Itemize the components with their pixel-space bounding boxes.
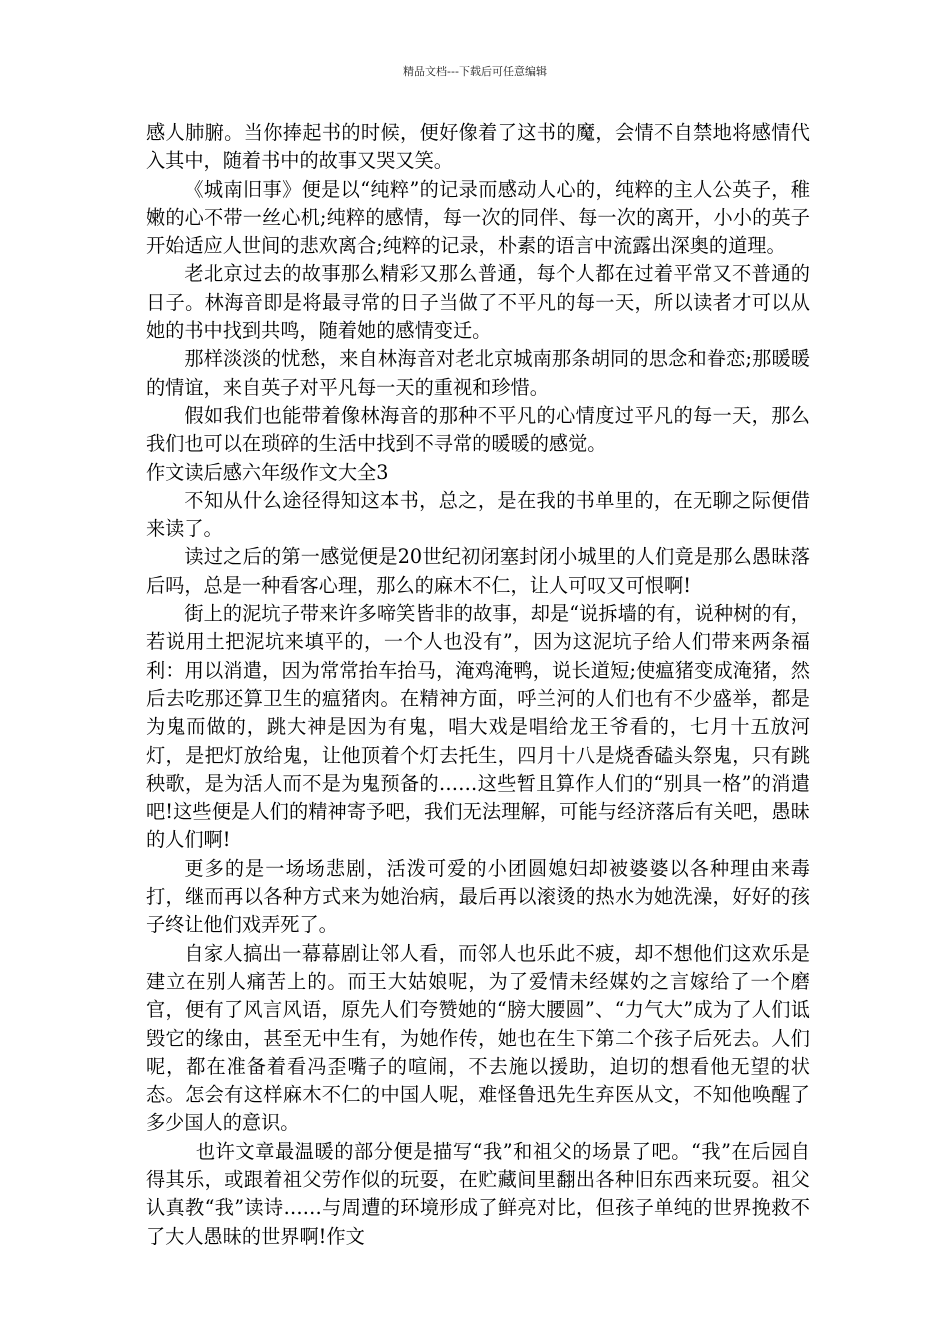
paragraph-2: 《城南旧事》便是以“纯粹”的记录而感动人心的，纯粹的主人公英子，稚嫩的心不带一丝心机;纯粹的感情，每一次的同伴、每一次的离开，小小的英子开始适应人世间的悲欢离合;纯粹的记录，朴素的语言中流露出深奥的道理。 (146, 177, 810, 258)
paragraph-6: 不知从什么途径得知这本书，总之，是在我的书单里的，在无聊之际便借来读了。 (146, 488, 810, 541)
section-heading: 作文读后感六年级作文大全3 (146, 460, 389, 484)
page-header: 精品文档---下载后可任意编辑 (403, 65, 547, 78)
paragraph-8: 街上的泥坑子带来许多啼笑皆非的故事，却是“说拆墙的有，说种树的有，若说用土把泥坑来填平的，一个人也没有”，因为这泥坑子给人们带来两条福利：用以消遣，因为常常抬车抬马，淹鸡淹鸭，说长道短;使瘟猪变成淹猪，然后去吃那还算卫生的瘟猪肉。在精神方面，呼兰河的人们也有不少盛举，都是为鬼而做的，跳大神是因为有鬼，唱大戏是唱给龙王爷看的，七月十五放河灯，是把灯放给鬼，让他顶着个灯去托生，四月十八是烧香磕头祭鬼，只有跳秧歌，是为活人而不是为鬼预备的……这些暂且算作人们的“别具一格”的消遣吧!这些便是人们的精神寄予吧，我们无法理解，可能与经济落后有关吧，愚昧的人们啊! (146, 602, 810, 852)
paragraph-3: 老北京过去的故事那么精彩又那么普通，每个人都在过着平常又不普通的日子。林海音即是将最寻常的日子当做了不平凡的每一天，所以读者才可以从她的书中找到共鸣，随着她的感情变迁。 (146, 262, 810, 343)
document-body (146, 119, 810, 1251)
paragraph-5: 假如我们也能带着像林海音的那种不平凡的心情度过平凡的每一天，那么我们也可以在琐碎的生活中找到不寻常的暖暖的感觉。 (146, 403, 810, 456)
paragraph-7: 读过之后的第一感觉便是20世纪初闭塞封闭小城里的人们竟是那么愚昧落后吗，总是一种看客心理，那么的麻木不仁，让人可叹又可恨啊! (146, 545, 810, 597)
paragraph-4: 那样淡淡的忧愁，来自林海音对老北京城南那条胡同的思念和眷恋;那暖暖的情谊，来自英子对平凡每一天的重视和珍惜。 (146, 347, 810, 399)
paragraph-9: 更多的是一场场悲剧，活泼可爱的小团圆媳妇却被婆婆以各种理由来毒打，继而再以各种方式来为她治病，最后再以滚烫的热水为她洗澡，好好的孩子终让他们戏弄死了。 (146, 856, 810, 937)
paragraph-11: 也许文章最温暖的部分便是描写“我”和祖父的场景了吧。“我”在后园自得其乐，或跟着祖父劳作似的玩耍，在贮藏间里翻出各种旧东西来玩耍。祖父认真教“我”读诗……与周遭的环境形成了鲜亮对比，但孩子单纯的世界挽救不了大人愚昧的世界啊!作文 (146, 1139, 810, 1248)
paragraph-10: 自家人搞出一幕幕剧让邻人看，而邻人也乐此不疲，却不想他们这欢乐是建立在别人痛苦上的。而王大姑娘呢，为了爱情未经媒妁之言嫁给了一个磨官，便有了风言风语，原先人们夸赞她的“膀大腰圆”、“力气大”成为了人们诋毁它的缘由，甚至无中生有，为她作传，她也在生下第二个孩子后死去。人们呢，都在准备着看冯歪嘴子的喧闹，不去施以援助，迫切的想看他无望的状态。怎会有这样麻木不仁的中国人呢，难怪鲁迅先生弃医从文，不知他唤醒了多少国人的意识。 (146, 941, 810, 1135)
paragraph-1: 感人肺腑。当你捧起书的时候，便好像着了这书的魔，会情不自禁地将感情代入其中，随着书中的故事又哭又笑。 (146, 121, 810, 173)
